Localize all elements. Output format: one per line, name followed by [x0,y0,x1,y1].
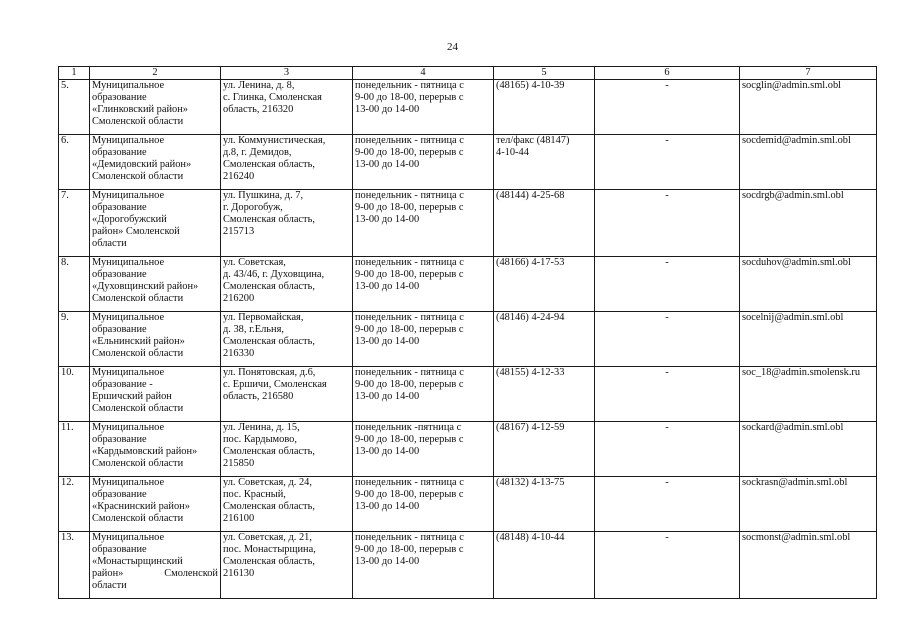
address-line: Смоленская область, [223,159,315,170]
address-line: д. 43/46, г. Духовщина, [223,269,325,280]
name-line: Смоленской области [92,513,184,524]
name-line: образование [92,269,147,280]
hours-line: понедельник -пятница с [355,422,462,433]
phone-number [494,80,595,135]
phone-number [494,190,595,257]
hours-line: 9-00 до 18-00, перерыв с [355,92,464,103]
working-hours [353,190,494,257]
name-line: Муниципальное [92,422,165,433]
working-hours [353,135,494,190]
table-body [59,80,877,599]
address-line: ул. Коммунистическая, [223,135,326,146]
column-header: 3 [221,67,353,80]
working-hours [353,477,494,532]
phone-number [494,477,595,532]
name-line [92,568,218,580]
address-line: с. Ершичи, Смоленская [223,379,327,390]
column-6-value: - [595,257,740,312]
phone-number [494,257,595,312]
working-hours [353,257,494,312]
hours-line: 13-00 до 14-00 [355,446,420,457]
phone-number [494,422,595,477]
hours-line: 13-00 до 14-00 [355,281,420,292]
name-line: Муниципальное [92,80,165,91]
row-number: 8. [59,257,90,312]
row-number: 11. [59,422,90,477]
name-line-part: район» [92,568,124,579]
table-row [59,477,877,532]
address-line: ул. Советская, д. 21, [223,532,312,543]
phone-line: (48167) 4-12-59 [496,422,565,433]
name-line: образование [92,544,147,555]
column-6-value: - [595,532,740,599]
phone-number [494,135,595,190]
address-line: ул. Ленина, д. 8, [223,80,295,91]
column-header: 4 [353,67,494,80]
name-line: образование [92,434,147,445]
municipality-name [90,190,221,257]
phone-line: (48132) 4-13-75 [496,477,565,488]
working-hours [353,532,494,599]
name-line: «Дорогобужский [92,214,167,225]
table-row [59,257,877,312]
address-line: Смоленская область, [223,556,315,567]
municipality-name [90,312,221,367]
hours-line: понедельник - пятница с [355,312,464,323]
email-address: sockrasn@admin.sml.obl [740,477,877,532]
address-line: пос. Красный, [223,489,286,500]
postal-address [221,367,353,422]
phone-line: 4-10-44 [496,147,529,158]
name-line: район» Смоленской [92,226,180,237]
table-row [59,367,877,422]
address-line: пос. Монастырщина, [223,544,316,555]
phone-line: (48146) 4-24-94 [496,312,565,323]
address-line: д.8, г. Демидов, [223,147,292,158]
column-6-value: - [595,80,740,135]
name-line: Смоленской области [92,171,184,182]
address-line: ул. Ленина, д. 15, [223,422,300,433]
name-line: Ершичский район [92,391,172,402]
row-number: 10. [59,367,90,422]
column-6-value: - [595,367,740,422]
postal-address [221,135,353,190]
phone-line: (48155) 4-12-33 [496,367,565,378]
name-line: Смоленской области [92,293,184,304]
table-row [59,190,877,257]
address-line: Смоленская область, [223,336,315,347]
address-line: 216330 [223,348,255,359]
hours-line: понедельник - пятница с [355,477,464,488]
name-line: Муниципальное [92,135,165,146]
hours-line: понедельник - пятница с [355,257,464,268]
address-line: 216130 [223,568,255,579]
working-hours [353,367,494,422]
hours-line: 13-00 до 14-00 [355,556,420,567]
address-line: 215850 [223,458,255,469]
name-line: Муниципальное [92,190,165,201]
hours-line: 9-00 до 18-00, перерыв с [355,544,464,555]
name-line: образование [92,202,147,213]
hours-line: 13-00 до 14-00 [355,501,420,512]
municipality-name [90,367,221,422]
hours-line: понедельник - пятница с [355,135,464,146]
hours-line: 13-00 до 14-00 [355,214,420,225]
email-address: socmonst@admin.sml.obl [740,532,877,599]
hours-line: 9-00 до 18-00, перерыв с [355,324,464,335]
name-line: образование - [92,379,153,390]
name-line: образование [92,147,147,158]
name-line: «Кардымовский район» [92,446,198,457]
column-6-value: - [595,312,740,367]
address-line: ул. Понятовская, д.6, [223,367,316,378]
column-header: 5 [494,67,595,80]
name-line: Смоленской области [92,116,184,127]
address-line: область, 216320 [223,104,294,115]
column-header: 2 [90,67,221,80]
postal-address [221,257,353,312]
offices-table [58,66,877,599]
name-line: образование [92,324,147,335]
row-number: 12. [59,477,90,532]
address-line: ул. Первомайская, [223,312,304,323]
postal-address [221,312,353,367]
email-address: socdrgb@admin.sml.obl [740,190,877,257]
name-line: «Глинковский район» [92,104,188,115]
name-line: «Краснинский район» [92,501,190,512]
column-header: 1 [59,67,90,80]
name-line: «Монастырщинский [92,556,183,567]
hours-line: 13-00 до 14-00 [355,104,420,115]
phone-line: тел/факс (48147) [496,135,570,146]
hours-line: понедельник - пятница с [355,532,464,543]
table-row [59,80,877,135]
address-line: Смоленская область, [223,281,315,292]
phone-number [494,312,595,367]
working-hours [353,422,494,477]
address-line: ул. Советская, д. 24, [223,477,312,488]
email-address: socglin@admin.sml.obl [740,80,877,135]
name-line: образование [92,92,147,103]
row-number: 13. [59,532,90,599]
hours-line: 13-00 до 14-00 [355,336,420,347]
address-line: пос. Кардымово, [223,434,297,445]
municipality-name [90,422,221,477]
table-row [59,422,877,477]
row-number: 5. [59,80,90,135]
address-line: 215713 [223,226,255,237]
address-line: 216240 [223,171,255,182]
name-line: «Демидовский район» [92,159,192,170]
phone-number [494,532,595,599]
hours-line: 9-00 до 18-00, перерыв с [355,434,464,445]
hours-line: 9-00 до 18-00, перерыв с [355,202,464,213]
municipality-name [90,80,221,135]
hours-line: 9-00 до 18-00, перерыв с [355,269,464,280]
hours-line: понедельник - пятница с [355,367,464,378]
address-line: д. 38, г.Ельня, [223,324,284,335]
name-line: области [92,238,127,249]
municipality-name [90,257,221,312]
phone-line: (48166) 4-17-53 [496,257,565,268]
email-address: sockard@admin.sml.obl [740,422,877,477]
column-6-value: - [595,477,740,532]
hours-line: 13-00 до 14-00 [355,391,420,402]
name-line: Муниципальное [92,312,165,323]
hours-line: 9-00 до 18-00, перерыв с [355,379,464,390]
phone-line: (48148) 4-10-44 [496,532,565,543]
name-line: Муниципальное [92,367,165,378]
table-row [59,135,877,190]
row-number: 7. [59,190,90,257]
column-6-value: - [595,135,740,190]
name-line: Муниципальное [92,257,165,268]
postal-address [221,80,353,135]
email-address: socdemid@admin.sml.obl [740,135,877,190]
name-line: «Духовщинский район» [92,281,199,292]
column-number-row [59,67,877,80]
hours-line: 9-00 до 18-00, перерыв с [355,147,464,158]
name-line: Муниципальное [92,477,165,488]
phone-line: (48165) 4-10-39 [496,80,565,91]
column-6-value: - [595,190,740,257]
table-row [59,312,877,367]
name-line: «Ельнинский район» [92,336,185,347]
postal-address [221,532,353,599]
address-line: с. Глинка, Смоленская [223,92,322,103]
phone-number [494,367,595,422]
email-address: soc_18@admin.smolensk.ru [740,367,877,422]
hours-line: 9-00 до 18-00, перерыв с [355,489,464,500]
phone-line: (48144) 4-25-68 [496,190,565,201]
name-line: Смоленской области [92,403,184,414]
table-row [59,532,877,599]
column-6-value: - [595,422,740,477]
address-line: ул. Пушкина, д. 7, [223,190,304,201]
page-number: 24 [447,41,458,53]
address-line: ул. Советская, [223,257,286,268]
column-header: 6 [595,67,740,80]
name-line: Муниципальное [92,532,165,543]
name-line: Смоленской области [92,348,184,359]
address-line: Смоленская область, [223,214,315,225]
email-address: socelnij@admin.sml.obl [740,312,877,367]
name-line: образование [92,489,147,500]
email-address: socduhov@admin.sml.obl [740,257,877,312]
address-line: 216100 [223,513,255,524]
column-header: 7 [740,67,877,80]
row-number: 6. [59,135,90,190]
address-line: Смоленская область, [223,501,315,512]
working-hours [353,312,494,367]
address-line: г. Дорогобуж, [223,202,283,213]
name-line: области [92,580,127,591]
address-line: Смоленская область, [223,446,315,457]
municipality-name [90,532,221,599]
postal-address [221,477,353,532]
postal-address [221,190,353,257]
address-line: область, 216580 [223,391,294,402]
name-line: Смоленской области [92,458,184,469]
hours-line: понедельник - пятница с [355,190,464,201]
address-line: 216200 [223,293,255,304]
row-number: 9. [59,312,90,367]
postal-address [221,422,353,477]
hours-line: 13-00 до 14-00 [355,159,420,170]
municipality-name [90,477,221,532]
name-line-part: Смоленской [164,568,218,579]
municipality-name [90,135,221,190]
working-hours [353,80,494,135]
hours-line: понедельник - пятница с [355,80,464,91]
